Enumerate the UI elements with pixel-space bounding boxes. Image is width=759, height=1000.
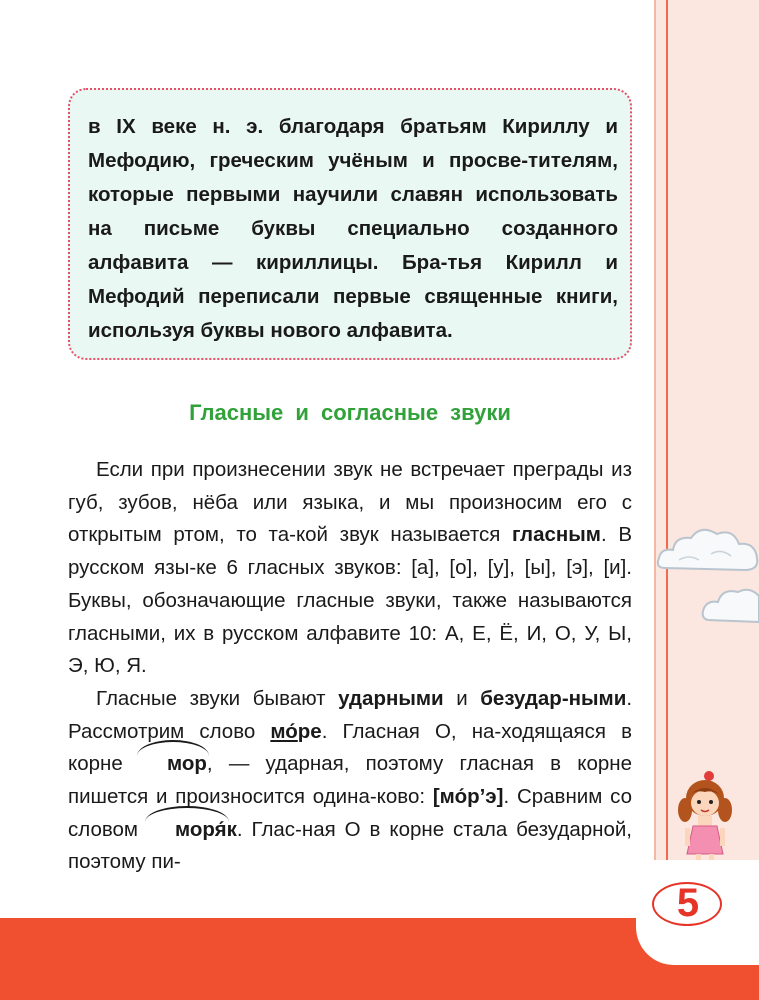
- text-span: . Гласная О, на-ходящаяся в корне: [68, 719, 632, 776]
- callout-text: в IX веке н. э. благодаря братьям Кириллу и Мефодию, греческим учёным и просве-тителям, которые первыми научили славян использовать на письме буквы специально созданного алфавита — кириллицы. Бра-тья Кирилл и Мефодий переписали первые священные книги, используя буквы нового алфавита.: [88, 115, 618, 342]
- paragraph-1: [68, 454, 632, 683]
- page-number: 5: [676, 881, 700, 925]
- body-text: [68, 454, 632, 879]
- term-stressed: ударными: [338, 686, 444, 710]
- text-span: , — ударная, поэтому гласная в корне пишется и произносится одина-ково:: [68, 752, 632, 809]
- text-span: Гласные звуки бывают: [96, 686, 339, 710]
- term-vowel: гласным: [512, 523, 601, 547]
- paragraph-2: [68, 683, 632, 879]
- text-span: Если при произнесении звук не встречает преграды из губ, зубов, нёба или языка, и мы произносим его с открытым ртом, то та-кой звук называется: [68, 458, 632, 547]
- text-span: . Глас-ная О в корне стала безударной, поэтому пи-: [68, 817, 632, 874]
- root-morya: моря́: [147, 814, 227, 847]
- cloud-icon: [655, 520, 759, 580]
- example-word-moryak: [147, 818, 237, 841]
- example-word-more: [270, 720, 321, 743]
- stressed-vowel: мо́: [270, 719, 298, 743]
- cloud-icon: [700, 580, 759, 628]
- text-span: . В русском язы-ке 6 гласных звуков: [а], [о], [у], [ы], [э], [и]. Буквы, обозначающие гласные звуки, также называются гласными, их в русском алфавите 10: А, Е, Ё, И, О, У, Ы, Э, Ю, Я.: [68, 523, 632, 678]
- word-ending: ре: [297, 719, 322, 743]
- term-unstressed: безудар-ными: [480, 686, 627, 710]
- text-span: и: [443, 686, 481, 710]
- root-mor: мор: [139, 748, 207, 781]
- section-heading: Гласные и согласные звуки: [189, 400, 511, 425]
- transcription: [мо́р’э]: [432, 785, 504, 809]
- text-span: . Сравним со словом: [68, 785, 632, 841]
- text-span: . Рассмотрим слово: [68, 686, 633, 743]
- word-ending: к: [226, 817, 237, 841]
